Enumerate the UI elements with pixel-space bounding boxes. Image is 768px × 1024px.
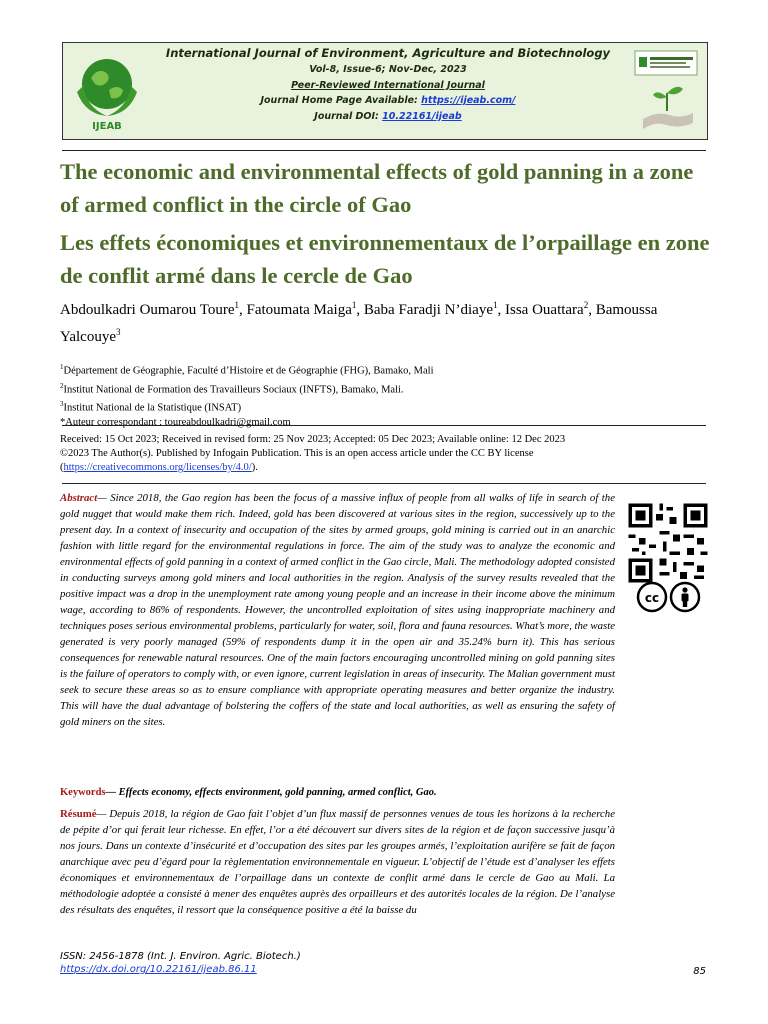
- license-link[interactable]: https://creativecommons.org/licenses/by/4.0/: [63, 462, 252, 473]
- abstract: [60, 490, 615, 730]
- title-french: Les effets économiques et environnementaux de l’orpaillage en zone de conflit armé dans le cercle de Gao: [60, 230, 710, 288]
- author-name: Bamoussa Yalcouye: [60, 302, 658, 345]
- footer: [60, 951, 710, 975]
- cc-by-license-icon: [636, 581, 702, 613]
- title-english: The economic and environmental effects of gold panning in a zone of armed conflict in the circle of Gao: [60, 159, 694, 217]
- author-name: Abdoulkadri Oumarou Toure: [60, 302, 235, 318]
- license-line: (https://creativecommons.org/licenses/by/4.0/).: [60, 462, 258, 473]
- qr-code-icon: [625, 500, 711, 586]
- received-dates: Received: 15 Oct 2023; Received in revised form: 25 Nov 2023; Accepted: 05 Dec 2023; Available online: 12 Dec 2023: [60, 434, 566, 445]
- journal-cover-image: [633, 49, 699, 133]
- author-name: Fatoumata Maiga: [246, 302, 352, 318]
- corresponding-author: *Auteur correspondant : toureabdoulkadri@gmail.com: [60, 416, 291, 428]
- affiliation: $^2$Institut National de Formation des Travailleurs Sociaux (INFTS), Bamako, Mali.: [60, 381, 404, 395]
- divider: [62, 483, 706, 484]
- journal-header: [62, 42, 708, 140]
- author-list: Abdoulkadri Oumarou Toure$^1$, Fatoumata Maiga$^1$, Baba Faradji N’diaye$^1$, Issa Ouattara$^2$, Bamoussa Yalcouye$^3$: [60, 300, 658, 345]
- resume: [60, 806, 615, 918]
- journal-volume: Vol-8, Issue-6; Nov-Dec, 2023: [309, 64, 467, 75]
- svg-text:cc: cc: [644, 591, 660, 605]
- divider: [62, 425, 706, 426]
- resume-text: — Depuis 2018, la région de Gao fait l’objet d’un flux massif de personnes venues de tous les horizons à la recherche de pépite d’or qui ferait leur richesse. En effet, l’or a été découvert sur divers sites de la région et de façon successive jusqu’à nos jours. Dans un contexte d’insécurité et d’occupation des sites par les groupes armés, l’exploitation aurifère se fait de façon anarchique avec peu d’égard pour la règlementation environnementale en vigueur. L’objectif de l’étude est d’analyser les effets économiques et environnementaux de l’orpaillage dans un contexte de conflit armé dans le cercle de Gao au Mali. La méthodologie adoptée a consisté à mener des enquêtes auprès des orpailleurs et des autorités locales de la région. De l’analyse des résultats des enquêtes, il ressort que la conséquence positive a été la baisse du: [60, 808, 615, 916]
- issn-text: ISSN: 2456-1878 (Int. J. Environ. Agric. Biotech.): [60, 951, 301, 962]
- abstract-text: — Since 2018, the Gao region has been the focus of a massive influx of people from all walks of life in search of the gold nugget that would make them rich. Indeed, gold has been discovered at various sites in the region, successively up to the present day. In a context of insecurity and occupation of the sites by armed groups, gold mining is carried out in an anarchic fashion with little regard for the environmental regulations in force. The aim of the study was to analyze the economic and environmental effects of gold panning in a context of armed conflict in the Gao circle, Mali. The methodology adopted consisted in conducting surveys among gold miners and local authorities in the region. Analysis of the survey results revealed that the positive impact was a drop in the unemployment rate among young people and an increase in their income above the minimum wage, according to 86% of respondents. However, the uncontrolled exploitation of sites using inappropriate machinery and techniques poses serious environmental problems, particularly for water, soil, flora and fauna resources. What’s more, the waste generated is very poorly managed (59% of respondents dump it in the open air and 35.24% burn it). This has serious consequences for renewable natural resources. One of the main factors encouraging uncontrolled mining on gold panning sites is the failure of operators to comply with, or even ignore, current legislation in areas of insecurity. The Malian government must seek to secure these areas so as to ensure compliance with appropriate operating measures and better organize the industry. This will have the dual advantage of bolstering the coffers of the state and local authorities, as well as ensuring the safety of gold miners on the sites.: [60, 492, 615, 728]
- affiliations: [60, 360, 710, 430]
- top-divider: [62, 150, 706, 151]
- resume-label: Résumé: [60, 808, 97, 820]
- ijeab-logo: [71, 48, 143, 134]
- page-number: 85: [693, 966, 706, 977]
- doi-line: Journal DOI: 10.22161/ijeab: [314, 110, 462, 122]
- keywords: [60, 785, 710, 800]
- affiliation: $^1$Département de Géographie, Faculté d’Histoire et de Géographie (FHG), Bamako, Mali: [60, 363, 434, 377]
- keywords-text: — Effects economy, effects environment, gold panning, armed conflict, Gao.: [105, 787, 437, 798]
- author-name: Baba Faradji N’diaye: [363, 302, 493, 318]
- abstract-label: Abstract: [60, 492, 98, 504]
- affiliation: $^3$Institut National de la Statistique (INSAT): [60, 400, 242, 414]
- keywords-label: Keywords: [60, 787, 106, 798]
- article-history: [60, 433, 710, 475]
- journal-title: International Journal of Environment, Agriculture and Biotechnology: [165, 46, 611, 60]
- article-doi-link[interactable]: https://dx.doi.org/10.22161/ijeab.86.11: [60, 964, 257, 975]
- journal-doi-link[interactable]: 10.22161/ijeab: [382, 110, 462, 122]
- homepage-link[interactable]: https://ijeab.com/: [421, 95, 516, 106]
- author-name: Issa Ouattara: [505, 302, 584, 318]
- peer-reviewed: Peer-Reviewed International Journal: [291, 79, 485, 91]
- homepage-line: Journal Home Page Available: https://ijeab.com/: [260, 95, 516, 106]
- license-statement: ©2023 The Author(s). Published by Infogain Publication. This is an open access article under the CC BY license: [60, 448, 534, 459]
- svg-text:IJEAB: IJEAB: [92, 121, 122, 132]
